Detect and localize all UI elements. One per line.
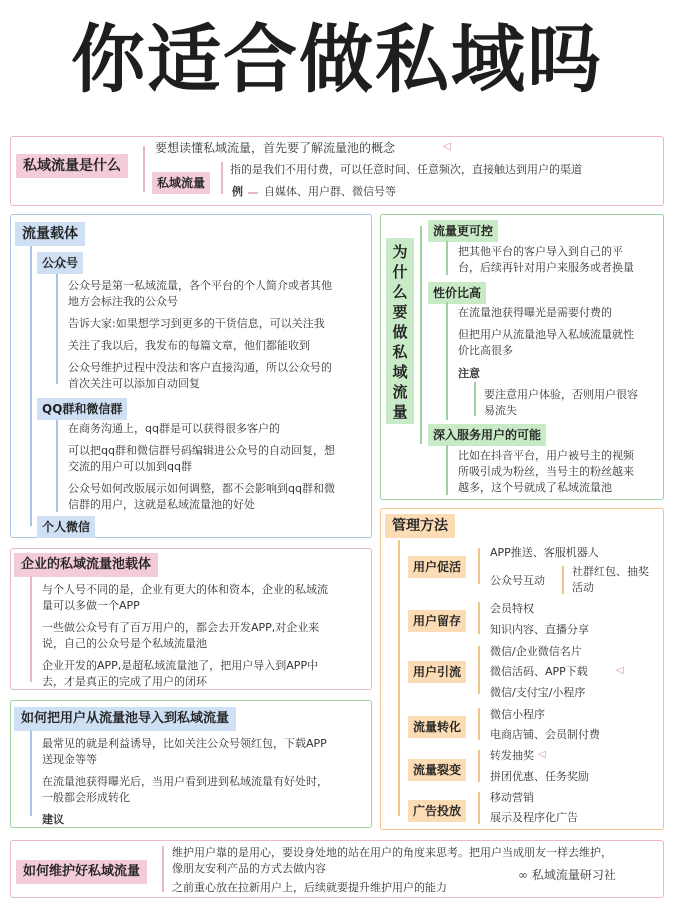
section-label-maintain: 如何维护好私域流量 <box>16 860 147 884</box>
mgmt-item: 展示及程序化广告 <box>490 811 578 824</box>
connector <box>30 576 32 682</box>
mgmt-item: 知识内容、直播分享 <box>490 623 589 636</box>
sub-label-private-traffic: 私域流量 <box>152 172 210 194</box>
text-line: 要想读懂私域流量，首先要了解流量池的概念 <box>155 141 396 155</box>
gzh-line: 告诉大家:如果想学习到更多的干货信息，可以关注我 <box>68 317 325 330</box>
why-char: 私 <box>392 343 408 361</box>
mgmt-item: 微信活码、APP下载 <box>490 665 588 678</box>
enterprise-line: 企业开发的APP,是超私域流量池了，把用户导入到APP中 <box>42 659 319 672</box>
mgmt-group-label: 广告投放 <box>408 800 466 822</box>
enterprise-line: 去，才是真正的完成了用户的闭环 <box>42 675 207 688</box>
page-title: 你适合做私域吗 <box>71 17 603 103</box>
example-text: 自媒体、用户群、微信号等 <box>264 185 396 198</box>
mgmt-item: 微信小程序 <box>490 708 545 721</box>
why-c-line: 比如在抖音平台，用户被号主的视频 <box>458 449 634 462</box>
connector <box>248 192 258 194</box>
import-line: 送现金等等 <box>42 753 97 766</box>
section-label-enterprise: 企业的私域流量池载体 <box>14 553 158 577</box>
maintain-line: 维护用户靠的是用心，要设身处地的站在用户的角度来思考。把用户当成朋友一样去维护， <box>172 846 612 859</box>
mgmt-group-label: 用户留存 <box>408 610 466 632</box>
enterprise-line: 与个人号不同的是，企业有更大的体和资本，企业的私域流 <box>42 583 328 596</box>
mgmt-item: 微信/支付宝/小程序 <box>490 686 586 699</box>
qq-line: 信群的用户，这就是私域流量池的好处 <box>68 498 255 511</box>
why-char: 域 <box>392 363 408 381</box>
connector <box>221 162 223 194</box>
qq-line: 在商务沟通上，qq群是可以获得很多客户的 <box>68 422 280 435</box>
mgmt-label: 管理方法 <box>385 514 455 538</box>
why-char: 么 <box>392 283 408 301</box>
section-label-what-is: 私域流量是什么 <box>16 154 128 178</box>
why-b1: 在流量池获得曝光是需要付费的 <box>458 306 612 319</box>
connector <box>562 566 564 594</box>
why-char: 什 <box>392 263 408 281</box>
mgmt-item: APP推送、客服机器人 <box>490 546 599 559</box>
gzh-line: 关注了我以后，我发布的每篇文章，他们都能收到 <box>68 339 310 352</box>
connector <box>478 548 480 584</box>
connector <box>446 302 448 420</box>
mgmt-item: 移动营销 <box>490 791 534 804</box>
mgmt-group-label: 流量转化 <box>408 716 466 738</box>
enterprise-line: 说，自己的公众号是个私域流量池 <box>42 637 207 650</box>
connector <box>30 730 32 816</box>
mgmt-group-label: 用户引流 <box>408 661 466 683</box>
connector <box>478 708 480 740</box>
section-label-import: 如何把用户从流量池导入到私域流量 <box>14 707 236 731</box>
mgmt-extra: 社群红包、抽奖 <box>572 565 649 578</box>
enterprise-line: 一些做公众号有了百万用户的，都会去开发APP,对企业来 <box>42 621 320 634</box>
gzh-line: 首次关注可以添加自动回复 <box>68 377 200 390</box>
suggestion-label: 建议 <box>42 813 64 826</box>
import-line: 最常见的就是利益诱导，比如关注公众号领红包，下载APP <box>42 737 327 750</box>
mgmt-item: 转发抽奖 <box>490 749 534 762</box>
gzh-line: 公众号是第一私域流量，各个平台的个人简介或者其他 <box>68 279 332 292</box>
connector <box>56 274 58 384</box>
maintain-line: 像朋友安利产品的方式去做内容 <box>172 862 326 875</box>
connector <box>30 246 32 526</box>
mgmt-group-label: 用户促活 <box>408 556 466 578</box>
why-note-line: 要注意用户体验，否则用户很容 <box>484 388 638 401</box>
arrow-icon: ◁ <box>538 749 546 760</box>
connector <box>420 226 422 444</box>
sub-label-gzh: 公众号 <box>37 252 83 274</box>
connector <box>143 146 145 192</box>
maintain-line: 之前重心放在拉新用户上，后续就要提升维护用户的能力 <box>172 881 447 894</box>
why-char: 流 <box>392 383 408 401</box>
connector <box>478 602 480 634</box>
sub-label-qq: QQ群和微信群 <box>37 398 127 420</box>
connector <box>474 382 476 416</box>
why-c-label: 深入服务用户的可能 <box>428 424 546 446</box>
section-label-carriers: 流量载体 <box>15 222 85 246</box>
why-a-label: 流量更可控 <box>428 220 498 242</box>
connector <box>446 241 448 275</box>
mgmt-group-label: 流量裂变 <box>408 759 466 781</box>
mgmt-extra: 活动 <box>572 581 594 594</box>
import-line: 在流量池获得曝光后，当用户看到进到私域流量有好处时， <box>42 775 328 788</box>
import-line: 一般都会形成转化 <box>42 791 130 804</box>
connector <box>478 792 480 824</box>
mgmt-item: 微信/企业微信名片 <box>490 645 582 658</box>
why-c-line: 所吸引成为粉丝，当号主的粉丝越来 <box>458 465 634 478</box>
why-b-label: 性价比高 <box>428 282 486 304</box>
why-char: 要 <box>392 303 408 321</box>
connector <box>478 646 480 694</box>
why-char: 量 <box>392 403 408 421</box>
definition-text: 指的是我们不用付费，可以任意时间、任意频次，直接触达到用户的渠道 <box>230 163 582 176</box>
connector <box>398 540 400 816</box>
example-label: 例 <box>232 185 243 198</box>
why-b2-line: 但把用户从流量池导入私域流量就性 <box>458 328 634 341</box>
watermark <box>518 866 616 883</box>
arrow-icon: ◁ <box>443 141 451 152</box>
connector <box>162 846 164 892</box>
why-note-label: 注意 <box>458 367 480 380</box>
sub-label-personal-wechat: 个人微信 <box>37 516 95 538</box>
arrow-icon: ◁ <box>616 665 624 676</box>
gzh-line: 地方会标注我的公众号 <box>68 295 178 308</box>
mgmt-item: 拼团优惠、任务奖励 <box>490 770 589 783</box>
connector <box>56 420 58 512</box>
mgmt-item: 会员特权 <box>490 602 534 615</box>
wechat-icon: ∞ <box>518 868 528 882</box>
mgmt-item: 电商店铺、会员制付费 <box>490 728 600 741</box>
qq-line: 公众号如何改版展示如何调整，都不会影响到qq群和微 <box>68 482 335 495</box>
why-a-line: 台，后续再针对用户来服务或者换量 <box>458 261 634 274</box>
qq-line: 交流的用户可以加到qq群 <box>68 460 192 473</box>
qq-line: 可以把qq群和微信群号码编辑进公众号的自动回复，想 <box>68 444 335 457</box>
why-note-line: 易流失 <box>484 404 517 417</box>
why-char: 做 <box>392 323 408 341</box>
watermark-text: 私域流量研习社 <box>531 868 616 882</box>
gzh-line: 公众号维护过程中没法和客户直接沟通，所以公众号的 <box>68 361 332 374</box>
why-char: 为 <box>392 243 408 261</box>
enterprise-line: 量可以多做一个APP <box>42 599 140 612</box>
why-b2-line: 价比高很多 <box>458 344 513 357</box>
mgmt-item: 公众号互动 <box>490 574 545 587</box>
why-a-line: 把其他平台的客户导入到自己的平 <box>458 245 623 258</box>
why-c-line: 越多，这个号就成了私域流量池 <box>458 481 612 494</box>
connector <box>478 750 480 782</box>
connector <box>446 445 448 495</box>
